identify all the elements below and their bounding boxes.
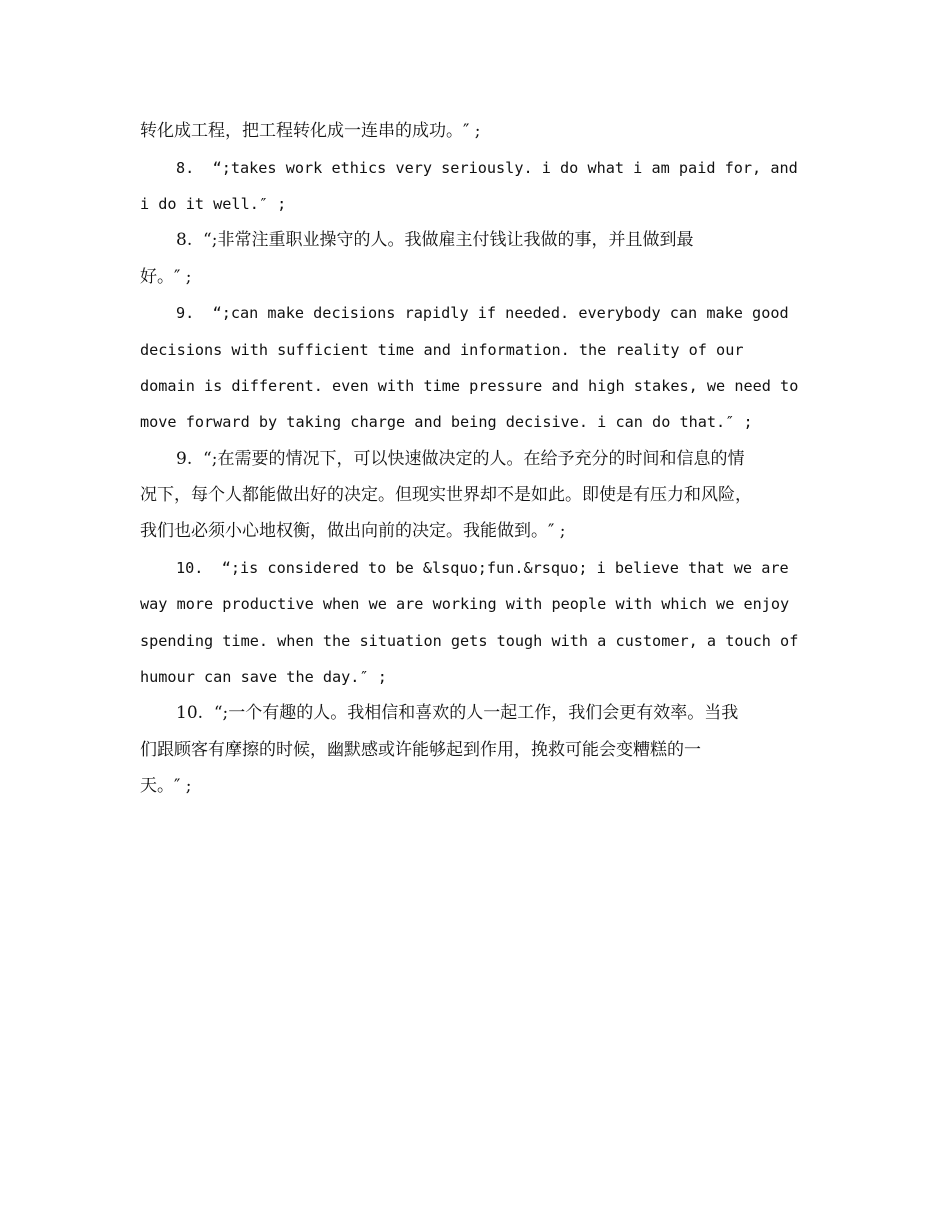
text-line: 天。″ ;	[140, 776, 192, 796]
text-line: way more productive when we are working with people with which we enjoy	[140, 595, 790, 613]
text-line: 10. “;一个有趣的人。我相信和喜欢的人一起工作，我们会更有效率。当我	[176, 703, 739, 723]
text-line: humour can save the day.″ ;	[140, 668, 387, 686]
text-line: 8. “;takes work ethics very seriously. i do what i am paid for, and	[176, 159, 798, 177]
text-line: 好。″ ;	[140, 267, 192, 287]
text-line: i do it well.″ ;	[140, 195, 287, 213]
text-line: 们跟顾客有摩擦的时候，幽默感或许能够起到作用，挽救可能会变糟糕的一	[140, 740, 701, 760]
text-line: 转化成工程，把工程转化成一连串的成功。″ ;	[140, 121, 481, 141]
text-line: 况下，每个人都能做出好的决定。但现实世界却不是如此。即使是有压力和风险，	[140, 485, 752, 505]
text-line: 10. “;is considered to be &lsquo;fun.&rsquo; i believe that we are	[176, 559, 789, 577]
text-line: decisions with sufficient time and information. the reality of our	[140, 341, 744, 359]
text-line: 我们也必须小心地权衡，做出向前的决定。我能做到。″ ;	[140, 521, 566, 541]
text-line: domain is different. even with time pressure and high stakes, we need to	[140, 377, 799, 395]
text-line: 8. “;非常注重职业操守的人。我做雇主付钱让我做的事，并且做到最	[176, 230, 694, 250]
text-line: move forward by taking charge and being decisive. i can do that.″ ;	[140, 413, 753, 431]
text-line: 9. “;can make decisions rapidly if needed. everybody can make good	[176, 304, 789, 322]
text-line: spending time. when the situation gets tough with a customer, a touch of	[140, 632, 799, 650]
text-line: 9. “;在需要的情况下，可以快速做决定的人。在给予充分的时间和信息的情	[176, 449, 745, 469]
